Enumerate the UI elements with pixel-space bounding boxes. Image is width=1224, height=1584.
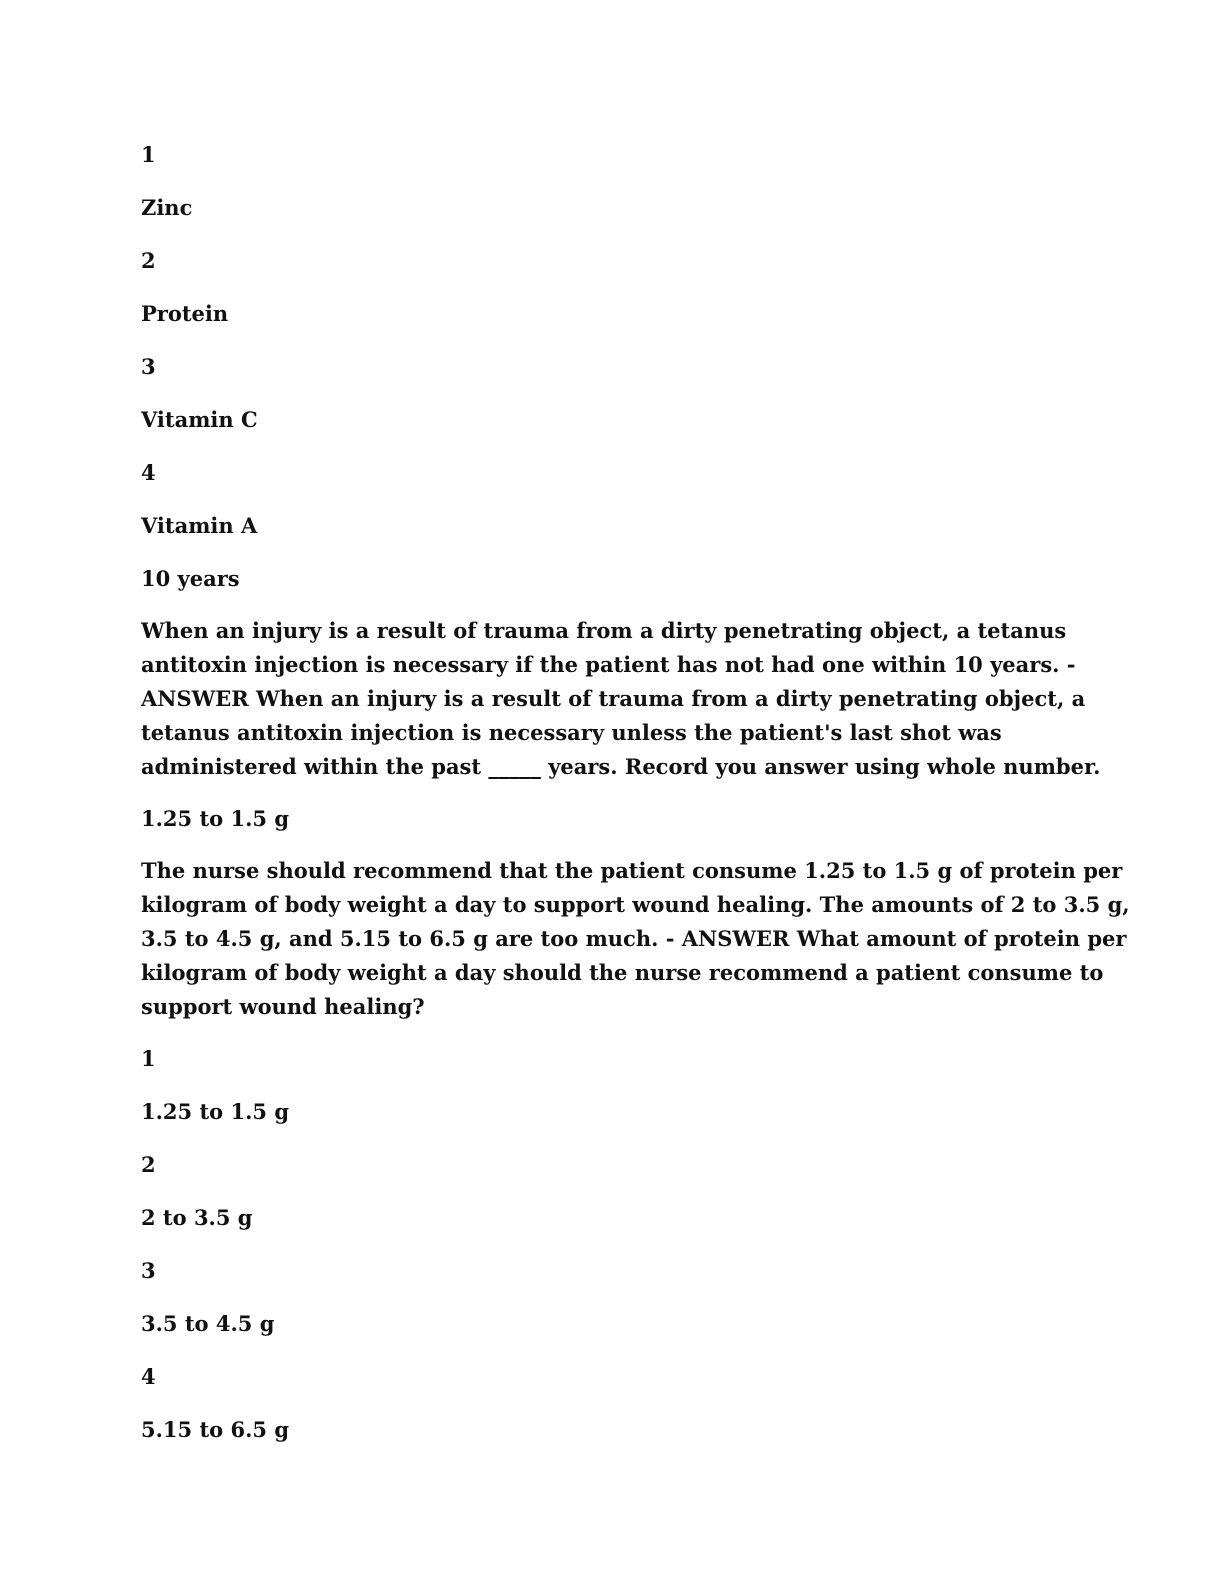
option-text: 3.5 to 4.5 g (141, 1311, 275, 1336)
paragraph-line: ANSWER When an injury is a result of trauma from a dirty penetrating object, a (141, 686, 1086, 711)
paragraph-line: The nurse should recommend that the patient consume 1.25 to 1.5 g of protein per (141, 858, 1123, 883)
paragraph-line: kilogram of body weight a day to support wound healing. The amounts of 2 to 3.5 g, (141, 892, 1130, 917)
option-number: 1 (141, 142, 156, 167)
option-text: Vitamin C (141, 407, 258, 432)
option-text: 1.25 to 1.5 g (141, 1099, 290, 1124)
paragraph-line: 3.5 to 4.5 g, and 5.15 to 6.5 g are too much. - ANSWER What amount of protein per (141, 926, 1127, 951)
option-number: 3 (141, 1258, 156, 1283)
paragraph-line: administered within the past _____ years. Record you answer using whole number. (141, 754, 1101, 779)
option-number: 1 (141, 1046, 156, 1071)
option-number: 2 (141, 248, 156, 273)
explanation-paragraph (141, 614, 1101, 784)
option-text: 2 to 3.5 g (141, 1205, 253, 1230)
option-text: Protein (141, 301, 229, 326)
document-page (141, 138, 1130, 1447)
paragraph-line: support wound healing? (141, 994, 425, 1019)
paragraph-line: kilogram of body weight a day should the nurse recommend a patient consume to (141, 960, 1104, 985)
option-text: Vitamin A (141, 513, 258, 538)
option-number: 3 (141, 354, 156, 379)
answer-text: 1.25 to 1.5 g (141, 806, 290, 831)
option-text: Zinc (141, 195, 193, 220)
answer-text: 10 years (141, 566, 240, 591)
option-text: 5.15 to 6.5 g (141, 1417, 290, 1442)
option-number: 2 (141, 1152, 156, 1177)
option-number: 4 (141, 1364, 156, 1389)
paragraph-line: antitoxin injection is necessary if the patient has not had one within 10 years. - (141, 652, 1076, 677)
option-number: 4 (141, 460, 156, 485)
paragraph-line: tetanus antitoxin injection is necessary unless the patient's last shot was (141, 720, 1002, 745)
explanation-paragraph (141, 854, 1130, 1024)
paragraph-line: When an injury is a result of trauma from a dirty penetrating object, a tetanus (141, 618, 1067, 643)
